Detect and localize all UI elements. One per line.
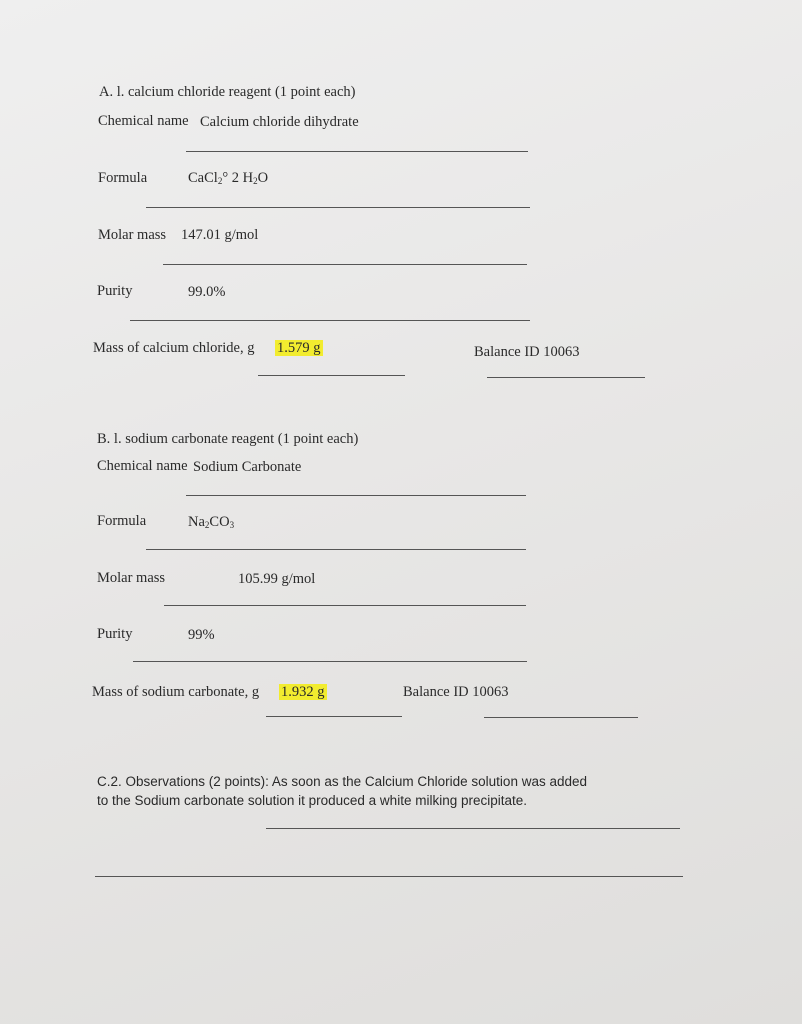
b-chemical-name-underline bbox=[186, 495, 526, 496]
b-balance-underline bbox=[484, 717, 638, 718]
b-chemical-name-label: Chemical name bbox=[97, 458, 188, 474]
b-molar-mass-value: 105.99 g/mol bbox=[238, 571, 316, 587]
b-purity-underline bbox=[133, 661, 527, 662]
a-mass-label: Mass of calcium chloride, g bbox=[93, 340, 255, 356]
a-balance-id: Balance ID 10063 bbox=[474, 344, 580, 360]
b-mass-value: 1.932 g bbox=[281, 684, 325, 700]
a-formula-underline bbox=[146, 207, 530, 208]
a-formula-value: CaCl$_2$° 2 $H_2O$ bbox=[188, 170, 269, 186]
c-observations-line-2: to the Sodium carbonate solution it produced a white milking precipitate. bbox=[97, 793, 527, 808]
b-purity-label: Purity bbox=[97, 626, 133, 642]
b-balance-id: Balance ID 10063 bbox=[403, 684, 509, 700]
a-molar-mass-label: Molar mass bbox=[98, 227, 167, 243]
section-a-title: A. l. calcium chloride reagent (1 point each) bbox=[99, 84, 356, 100]
a-formula-label: Formula bbox=[98, 170, 148, 186]
b-molar-mass-underline bbox=[164, 605, 526, 606]
a-chemical-name-underline bbox=[186, 151, 528, 152]
a-molar-mass-underline bbox=[163, 264, 527, 265]
b-molar-mass-label: Molar mass bbox=[97, 570, 166, 586]
a-purity-label: Purity bbox=[97, 283, 133, 299]
a-chemical-name-label: Chemical name bbox=[98, 113, 189, 129]
b-mass-underline bbox=[266, 716, 402, 717]
b-mass-label: Mass of sodium carbonate, g bbox=[92, 684, 260, 700]
b-chemical-name-value: Sodium Carbonate bbox=[193, 459, 302, 475]
c-observations-underline-2 bbox=[95, 876, 683, 877]
b-purity-value: 99% bbox=[188, 627, 215, 643]
a-purity-value: 99.0% bbox=[188, 284, 226, 300]
b-formula-value: $Na_2CO_3$ bbox=[188, 514, 235, 530]
c-observations-line-1: C.2. Observations (2 points): As soon as the Calcium Chloride solution was added bbox=[97, 774, 588, 789]
a-mass-underline bbox=[258, 375, 405, 376]
a-purity-underline bbox=[130, 320, 530, 321]
b-formula-underline bbox=[146, 549, 526, 550]
a-mass-value: 1.579 g bbox=[277, 340, 321, 356]
c-observations-underline-1 bbox=[266, 828, 680, 829]
a-molar-mass-value: 147.01 g/mol bbox=[181, 227, 259, 243]
a-balance-underline bbox=[487, 377, 645, 378]
section-b-title: B. l. sodium carbonate reagent (1 point each) bbox=[97, 431, 359, 447]
a-chemical-name-value: Calcium chloride dihydrate bbox=[200, 114, 359, 130]
b-formula-label: Formula bbox=[97, 513, 147, 529]
